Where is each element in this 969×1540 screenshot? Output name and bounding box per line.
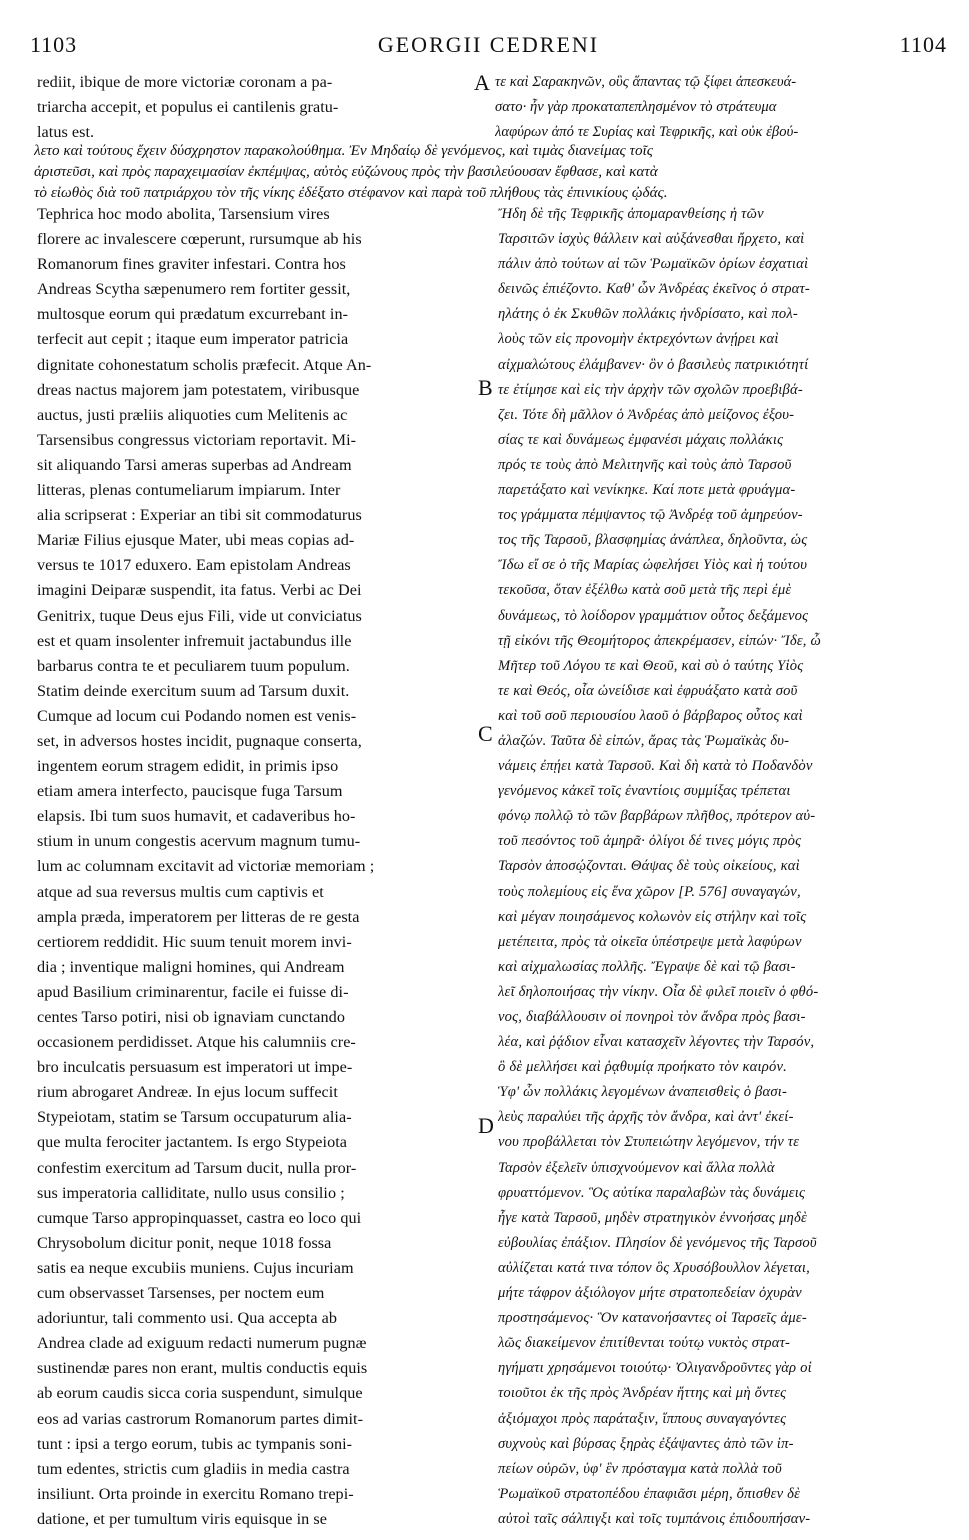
text-line: Tephrica hoc modo abolita, Tarsensium vires xyxy=(37,205,330,223)
text-line: φρυαττόμενον. Ὃς αὐτίκα παραλαβὼν τὰς δυνάμεις xyxy=(498,1184,806,1201)
latin-column xyxy=(37,202,467,1532)
text-line: barbarus contra te et peculiarem tuum populum. xyxy=(37,656,350,675)
text-line: αὐτοὶ ταῖς σάλπιγξι καὶ τοῖς τυμπάνοις ἐπιδουπήσαν- xyxy=(498,1510,811,1527)
text-line: Ἤδη δὲ τῆς Τεφρικῆς ἀπομαρανθείσης ἡ τῶν xyxy=(498,206,764,222)
text-line: terfecit aut cepit ; itaque eum imperator patricia xyxy=(37,330,349,349)
text-line: Romanorum fines graviter infestari. Contra hos xyxy=(37,255,346,274)
text-line: eos ad varias castrorum Romanorum partes dimit- xyxy=(37,1409,364,1428)
full-width-greek-line: ἀριστεῦσι, καὶ πρὸς παραχειμασίαν ἐκπέμψας, αὐτὸς εὐζώνους πρὸς τὴν βασιλεύουσαν ἔφθασε, καὶ κατὰ xyxy=(34,163,658,180)
text-line: bro inculcatis persuasum est imperatori ut impe- xyxy=(37,1058,353,1077)
text-line: Andreas Scytha sæpenumero rem fortiter gessit, xyxy=(37,280,351,299)
text-line: rium abrogaret Andreæ. In ejus locum suffecit xyxy=(37,1083,338,1102)
text-line: δυνάμεως, τὸ λοίδορον γραμμάτιον οὗτος δεξάμενος xyxy=(498,607,809,624)
text-line: set, in adversos hostes incidit, pugnaque conserta, xyxy=(37,731,362,750)
text-line: elapsis. Ibi tum suos humavit, et cadaveribus ho- xyxy=(37,807,356,826)
text-line: tunt : ipsi a tergo eorum, tubis ac tympanis soni- xyxy=(37,1434,353,1453)
text-line: ηγήματι χρησάμενοι τοιούτῳ· Ὀλιγανδροῦντες γὰρ οἱ xyxy=(498,1360,812,1377)
text-line: confestim exercitum ad Tarsum ducit, nulla pror- xyxy=(37,1158,357,1177)
text-line: ab eorum caudis sicca coria suspendunt, simulque xyxy=(37,1384,363,1403)
text-line: alia scripserat : Experiar an tibi sit commodaturus xyxy=(37,506,362,525)
text-line: ingentem eorum stragem edidit, in primis ipso xyxy=(37,757,339,776)
text-line: centes Tarso potiri, nisi ob ignaviam cunctando xyxy=(37,1008,345,1026)
text-line: triarcha accepit, et populus ei cantilenis gratu- xyxy=(37,98,339,116)
text-line: insiliunt. Orta proinde in exercitu Romano trepi- xyxy=(37,1484,354,1503)
text-line: stium in unum congestis acervum magnum tumu- xyxy=(37,832,361,851)
text-line: ampla præda, imperatorem per litteras de re gesta xyxy=(37,907,360,926)
text-line: Mariæ Filius ejusque Mater, ubi meas copias ad- xyxy=(37,531,355,550)
text-line: adoriuntur, tali commento usi. Qua accepta ab xyxy=(37,1309,338,1328)
text-line: que multa ferociter jactantem. Is ergo Stypeiota xyxy=(37,1133,348,1152)
text-line: Ταρσὸν ἐξελεῖν ὑπισχνούμενον καὶ ἄλλα πολλὰ xyxy=(498,1159,775,1176)
text-line: Genitrix, tuque Deus ejus Fili, vide ut conviciatus xyxy=(37,606,362,625)
text-line: λαφύρων ἀπό τε Συρίας καὶ Τεφρικῆς, καὶ οὐκ ἐβού- xyxy=(495,124,799,140)
text-line: παρετάξατο καὶ νενίκηκε. Καί ποτε μετὰ φρυάγμα- xyxy=(498,482,796,499)
text-line: Ἴδω εἴ σε ὁ τῆς Μαρίας ὠφελήσει Υἱὸς καὶ ἡ τούτου xyxy=(498,557,808,574)
text-line: latus est. xyxy=(37,123,95,141)
text-line: Tarsensibus congressus victoriam reportavit. Mi- xyxy=(37,430,357,449)
text-line: multosque eorum qui prædatum excurrebant in- xyxy=(37,305,349,324)
full-width-greek-line: λετο καὶ τούτους ἔχειν δύσχρηστον παρακολούθημα. Ἐν Μηδαίῳ δὲ γενόμενος, καὶ τιμὰς διανείμας τοῖς xyxy=(34,142,653,159)
margin-marker: C xyxy=(478,721,493,746)
text-line: tum edentes, strictis cum gladiis in media castra xyxy=(37,1459,350,1478)
text-line: Ῥωμαϊκοῦ στρατοπέδου ἐπαφιᾶσι μέρη, ὄπισθεν δὲ xyxy=(498,1485,801,1502)
text-line: dignitate cohonestatum scholis præfecit. Atque An- xyxy=(37,355,372,374)
text-line: litteras, plenas contumeliarum impiarum. Inter xyxy=(37,481,341,500)
page-header xyxy=(30,30,947,60)
text-line: ἦγε κατὰ Ταρσοῦ, μηδὲν στρατηγικὸν ἐννοήσας μηδὲ xyxy=(498,1209,807,1226)
text-line: sus imperatoria calliditate, nullo usus consilio ; xyxy=(37,1183,345,1202)
margin-marker: D xyxy=(478,1113,494,1138)
text-line: προστησάμενος· Ὃν κατανοήσαντες οἱ Ταρσεῖς ἀμε- xyxy=(498,1310,807,1327)
page-number-right: 1104 xyxy=(899,32,947,57)
text-line: Ταρσιτῶν ἰσχὺς θάλλειν καὶ αὐξάνεσθαι ἤρχετο, καὶ xyxy=(498,231,805,248)
text-line: cum observasset Tarsenses, per noctem eum xyxy=(37,1284,325,1303)
text-line: φόνῳ πολλῷ τὸ τῶν βαρβάρων πλῆθος, πρότερον αὐ- xyxy=(498,808,816,825)
text-line: λῶς διακείμενον ἐπιτίθενται τούτῳ νυκτὸς στρατ- xyxy=(498,1335,791,1352)
text-line: Chrysobolum dicitur ponit, neque 1018 fossa xyxy=(37,1233,332,1252)
top-greek-block xyxy=(495,70,936,145)
text-line: sustinendæ pares non erant, multis conductis equis xyxy=(37,1359,368,1378)
text-line: τε ἐτίμησε καὶ εἰς τὴν ἀρχὴν τῶν σχολῶν προεβιβά- xyxy=(498,381,803,398)
text-line: αὐλίζεται κατά τινα τόπον ὃς Χρυσόβουλλον λέγεται, xyxy=(498,1259,810,1276)
text-line: Μῆτερ τοῦ Λόγου τε καὶ Θεοῦ, καὶ σὺ ὁ ταύτης Υἱὸς xyxy=(498,657,804,674)
text-line: cumque Tarso appropinquasset, castra eo loco qui xyxy=(37,1208,362,1227)
text-line: λεὺς παραλύει τῆς ἀρχῆς τὸν ἄνδρα, καὶ ἀντ' ἐκεί- xyxy=(498,1109,794,1126)
full-width-greek-line: τὸ εἰωθὸς διὰ τοῦ πατριάρχου τὸν τῆς νίκης ἐδέξατο στέφανον καὶ παρὰ τοῦ πλήθους τὰς ἐπινικίους ᾠδάς. xyxy=(34,184,668,201)
text-line: Cumque ad locum cui Podando nomen est venis- xyxy=(37,706,357,725)
text-line: τῇ εἰκόνι τῆς Θεομήτορος ἀπεκρέμασεν, εἰπών· Ἴδε, ὦ xyxy=(498,632,821,649)
text-line: certiorem reddidit. Hic suum tenuit morem invi- xyxy=(37,932,352,951)
text-line: δεινῶς ἐπιέζοντο. Καθ' ὧν Ἀνδρέας ἐκεῖνος ὁ στρατ- xyxy=(498,281,810,298)
text-line: Ταρσὸν ἀποσῴζονται. Θάψας δὲ τοὺς οἰκείους, καὶ xyxy=(498,858,800,875)
text-line: ἀξιόμαχοι πρὸς παράταξιν, ἵππους συναγαγόντες xyxy=(498,1410,787,1427)
text-line: καὶ αἰχμαλωσίας πολλῆς. Ἔγραψε δὲ καὶ τῷ βασι- xyxy=(498,958,796,975)
text-line: αἰχμαλώτους ἐλάμβανεν· ὃν ὁ βασιλεὺς πατρικιότητί xyxy=(498,356,809,373)
greek-column xyxy=(498,202,936,1532)
text-line: ὃ δὲ μελλήσει καὶ ῥᾳθυμίᾳ προήκατο τὸν καιρόν. xyxy=(498,1059,788,1076)
text-line: τοὺς πολεμίους εἰς ἕνα χῶρον [P. 576] συναγαγών, xyxy=(498,883,801,900)
running-title: GEORGII CEDRENI xyxy=(377,32,600,57)
text-line: τεκοῦσα, ὅταν ἐξέλθω κατὰ σοῦ μετὰ τῆς περὶ ἐμὲ xyxy=(498,582,792,599)
text-line: sit aliquando Tarsi ameras superbas ad Andream xyxy=(37,455,352,474)
text-line: σατο· ἦν γὰρ προκαταπεπλησμένον τὸ στράτευμα xyxy=(495,99,777,115)
page-number-left: 1103 xyxy=(30,32,78,57)
text-line: Stypeiotam, statim se Tarsum occupaturum alia- xyxy=(37,1108,352,1127)
text-line: etiam amera interfecto, paucisque fuga Tarsum xyxy=(37,782,343,801)
margin-marker: A xyxy=(474,70,490,95)
text-line: λέα, καὶ ῥᾴδιον εἶναι κατασχεῖν λέγοντες τὴν Ταρσόν, xyxy=(498,1034,815,1051)
text-line: καὶ μέγαν ποιησάμενος κολωνὸν εἰς στήλην καὶ τοῖς xyxy=(498,908,807,925)
text-line: versus te 1017 eduxero. Eam epistolam Andreas xyxy=(37,556,351,575)
margin-marker: B xyxy=(478,375,493,400)
text-line: Andrea clade ad exiguum redacti numerum pugnæ xyxy=(37,1334,367,1353)
text-line: florere ac invalescere cœperunt, rursumque ab his xyxy=(37,230,362,249)
text-line: νου προβάλλεται τὸν Στυπειώτην λεγόμενον, τήν τε xyxy=(498,1134,800,1151)
text-line: auctus, justi præliis aliquoties cum Melitenis ac xyxy=(37,405,348,424)
text-line: τος γράμματα πέμψαντος τῷ Ἀνδρέᾳ τοῦ ἀμηρεύον- xyxy=(498,507,803,524)
text-line: τοῦ πεσόντος τοῦ ἀμηρᾶ· ὀλίγοι δέ τινες μόγις πρὸς xyxy=(498,833,802,850)
text-line: πείων οὐρῶν, ὑφ' ἓν πρόσταγμα κατὰ πολλὰ τοῦ xyxy=(498,1460,782,1477)
text-line: rediit, ibique de more victoriæ coronam a pa- xyxy=(37,73,333,91)
text-line: εὐβουλίας ἐπάξιον. Πλησίον δὲ γενόμενος τῆς Ταρσοῦ xyxy=(498,1234,817,1251)
text-line: πάλιν ἀπὸ τούτων αἱ τῶν Ῥωμαϊκῶν ὁρίων ἐσχατιαὶ xyxy=(498,256,809,273)
text-line: τος τῆς Ταρσοῦ, βλασφημίας ἀνάπλεα, δηλοῦντα, ὡς xyxy=(498,532,808,549)
text-line: τε καὶ Θεός, οἷα ὠνείδισε καὶ ἐφρυάξατο κατὰ σοῦ xyxy=(498,682,798,699)
text-line: πρός τε τοὺς ἀπὸ Μελιτηνῆς καὶ τοὺς ἀπὸ Ταρσοῦ xyxy=(498,456,792,473)
text-line: νάμεις ἐπῄει κατὰ Ταρσοῦ. Καὶ δὴ κατὰ τὸ Ποδανδὸν xyxy=(498,758,813,775)
text-line: dia ; inventique maligni homines, qui Andream xyxy=(37,957,345,976)
text-line: μήτε τάφρον ἀξιόλογον μήτε στρατοπεδείαν ὀχυρὰν xyxy=(498,1285,802,1302)
text-line: apud Basilium criminarentur, facile ei fuisse di- xyxy=(37,982,349,1001)
text-line: τοιοῦτοι ἐκ τῆς πρὸς Ἀνδρέαν ἥττης καὶ μὴ ὄντες xyxy=(498,1385,787,1402)
top-latin-block xyxy=(37,70,467,145)
text-line: occasionem perdidisset. Atque his calumniis cre- xyxy=(37,1033,356,1052)
text-line: datione, et per tumultum viris equisque in se xyxy=(37,1509,327,1528)
text-line: ηλάτης ὁ ἐκ Σκυθῶν πολλάκις ἠνδρίσατο, καὶ πολ- xyxy=(498,306,798,323)
text-line: σίας τε καὶ δυνάμεως ἐμφανέσι μάχαις πολλάκις xyxy=(498,431,784,448)
text-line: Statim deinde exercitum suum ad Tarsum duxit. xyxy=(37,681,350,700)
text-line: λεῖ δηλοποιήσας τὴν νίκην. Οἷα δὲ φιλεῖ ποιεῖν ὁ φθό- xyxy=(498,983,819,1000)
text-line: Ὑφ' ὧν πολλάκις λεγομένων ἀναπεισθεὶς ὁ βασι- xyxy=(498,1084,788,1101)
text-line: νος, διαβάλλουσιν οἱ πονηροὶ τὸν ἄνδρα πρὸς βασι- xyxy=(498,1009,806,1025)
text-line: lum ac columnam excitavit ad victoriæ memoriam ; xyxy=(37,857,375,876)
text-line: τε καὶ Σαρακηνῶν, οὓς ἅπαντας τῷ ξίφει ἀπεσκευά- xyxy=(495,74,797,90)
text-line: satis ea neque excubiis muniens. Cujus incuriam xyxy=(37,1258,354,1277)
text-line: συχνοὺς καὶ βύρσας ξηρὰς ἐξάψαντες ἀπὸ τῶν ἱπ- xyxy=(498,1435,794,1452)
text-line: μετέπειτα, πρὸς τὰ οἰκεῖα ὑπέστρεψε μετὰ λαφύρων xyxy=(498,933,802,950)
text-line: ἀλαζών. Ταῦτα δὲ εἰπών, ἄρας τὰς Ῥωμαϊκὰς δυ- xyxy=(498,732,790,749)
text-line: λοὺς τῶν εἰς προνομὴν ἐκτρεχόντων ἀνῄρει καὶ xyxy=(498,331,779,348)
text-line: imagini Deiparæ suspendit, ita fatus. Verbi ac Dei xyxy=(37,581,362,600)
text-line: est et quam insolenter infremuit jactabundus ille xyxy=(37,631,352,650)
text-line: dreas nactus majorem jam potestatem, viribusque xyxy=(37,380,360,399)
text-line: καὶ τοῦ σοῦ περιουσίου λαοῦ ὁ βάρβαρος οὗτος καὶ xyxy=(498,707,803,724)
text-line: γενόμενος κἀκεῖ τοῖς ἐναντίοις συμμίξας τρέπεται xyxy=(498,783,791,800)
text-line: atque ad sua reversus multis cum captivis et xyxy=(37,882,324,901)
text-line: ζει. Τότε δὴ μᾶλλον ὁ Ἀνδρέας ἀπὸ μείζονος ἐξου- xyxy=(498,406,795,423)
